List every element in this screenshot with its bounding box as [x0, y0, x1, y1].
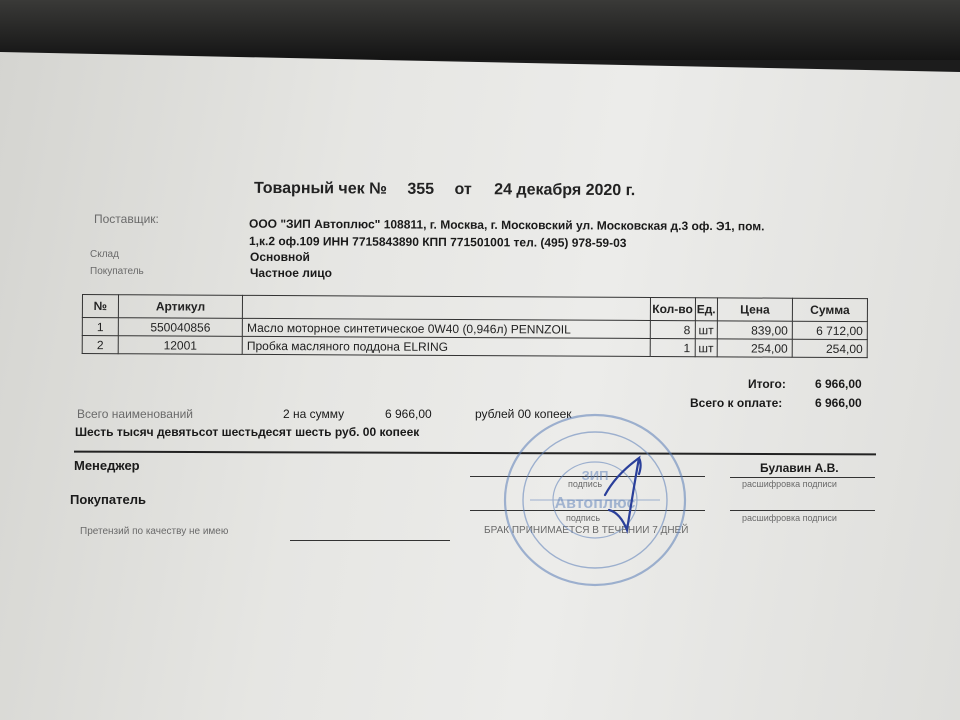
- background-edge: [0, 0, 960, 60]
- stamp-center-text: Автоплюс: [554, 495, 636, 512]
- total-label: Итого:: [748, 377, 786, 391]
- receipt-number: 355: [407, 180, 435, 198]
- manager-name: Булавин А.В.: [760, 461, 839, 475]
- row-price: 254,00: [717, 339, 792, 357]
- row-sum: 6 712,00: [792, 321, 867, 339]
- row-qty: 8: [650, 320, 695, 338]
- row-name: Пробка масляного поддона ELRING: [242, 336, 650, 356]
- buyer-sign-caption: подпись: [566, 513, 601, 523]
- row-sum: 254,00: [792, 339, 867, 357]
- defects-text: БРАК ПРИНИМАЕТСЯ В ТЕЧЕНИИ 7 ДНЕЙ: [484, 525, 689, 536]
- title-prefix: Товарный чек №: [253, 179, 387, 198]
- col-no: №: [82, 295, 118, 318]
- receipt-title: [254, 180, 635, 200]
- col-article: Артикул: [118, 295, 242, 319]
- row-article: 550040856: [118, 318, 242, 337]
- supplier-line1: ООО "ЗИП Автоплюс" 108811, г. Москва, г. Московский ул. Московская д.3 оф. Э1, пом.: [248, 216, 765, 234]
- row-qty: 1: [650, 338, 695, 356]
- manager-label: Менеджер: [74, 458, 140, 473]
- col-price: Цена: [717, 298, 792, 321]
- items-count: 2 на сумму: [283, 407, 345, 421]
- items-count-label: Всего наименований: [77, 407, 193, 421]
- row-price: 839,00: [717, 321, 792, 339]
- buyer-value: Частное лицо: [250, 266, 332, 280]
- row-no: 1: [82, 318, 118, 336]
- col-sum: Сумма: [792, 298, 867, 321]
- claims-line: [290, 540, 450, 541]
- buyer-decode-line: [730, 510, 875, 511]
- title-from: от: [454, 181, 472, 199]
- claims-text: Претензий по качеству не имею: [80, 526, 229, 537]
- stamp-top-text: ЗИП: [581, 468, 609, 483]
- row-unit: шт: [695, 339, 718, 357]
- manager-decode-line: [730, 477, 875, 478]
- row-no: 2: [82, 336, 118, 354]
- col-name: [243, 295, 651, 320]
- supplier-label: Поставщик:: [94, 212, 159, 226]
- row-unit: шт: [695, 321, 718, 339]
- col-unit: Ед.: [695, 298, 718, 321]
- col-qty: Кол-во: [650, 297, 695, 320]
- items-sum: 6 966,00: [385, 407, 432, 421]
- buyer-label: Покупатель: [90, 266, 144, 277]
- warehouse-value: Основной: [250, 250, 310, 264]
- supplier-line2: 1,к.2 оф.109 ИНН 7715843890 КПП 771501001 тел. (495) 978-59-03: [248, 234, 627, 250]
- row-name: Масло моторное синтетическое 0W40 (0,946л) PENNZOIL: [242, 318, 650, 338]
- to-pay-label: Всего к оплате:: [690, 396, 783, 410]
- manager-decode-caption: расшифровка подписи: [742, 479, 837, 489]
- sum-in-words: Шесть тысяч девятьсот шестьдесят шесть руб. 00 копеек: [75, 425, 420, 439]
- total-value: 6 966,00: [815, 377, 862, 391]
- warehouse-label: Склад: [90, 249, 119, 260]
- handwritten-signature: [595, 450, 665, 540]
- buyer-sign-label: Покупатель: [70, 492, 146, 507]
- items-currency: рублей 00 копеек: [475, 407, 572, 421]
- items-table: [82, 294, 868, 358]
- receipt-date: 24 декабря 2020 г.: [494, 181, 636, 200]
- table-row: [82, 336, 867, 358]
- to-pay-value: 6 966,00: [815, 396, 862, 410]
- buyer-decode-caption: расшифровка подписи: [742, 513, 837, 523]
- row-article: 12001: [118, 336, 242, 355]
- manager-sign-caption: подпись: [568, 479, 603, 489]
